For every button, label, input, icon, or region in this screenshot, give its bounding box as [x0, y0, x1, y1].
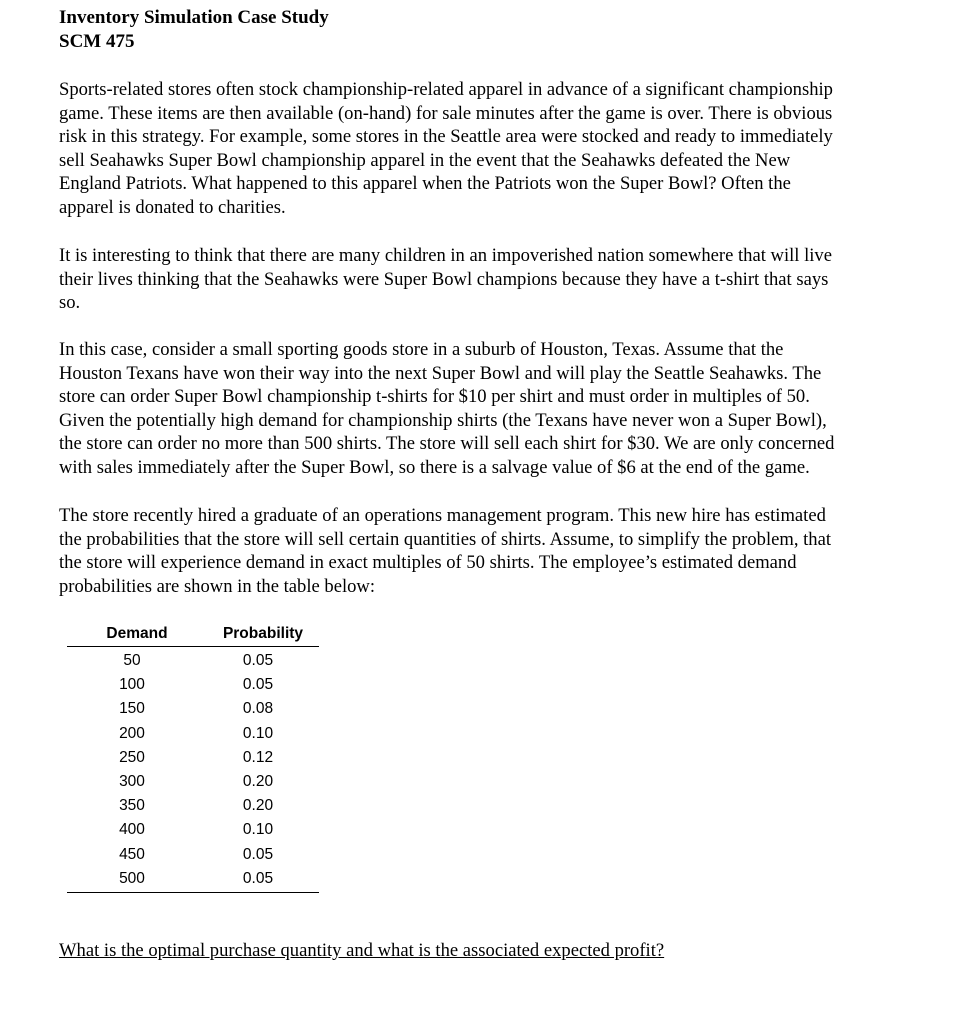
table-row [67, 746, 319, 770]
probability-cell: 0.20 [242, 773, 274, 791]
table-row [67, 843, 319, 867]
text-line: In this case, consider a small sporting goods store in a suburb of Houston, Texas. Assume that the [59, 339, 784, 360]
table-row [67, 649, 319, 673]
table-body [67, 647, 319, 893]
text-line: the probabilities that the store will sell certain quantities of shirts. Assume, to simplify the problem, that [59, 528, 832, 550]
text-line: It is interesting to think that there are many children in an impoverished nation somewhere that will live [59, 245, 832, 266]
header-probability: Probability [222, 625, 304, 642]
demand-cell: 350 [119, 797, 145, 815]
text-line: game. These items are then available (on-hand) for sale minutes after the game is over. There is obvious [59, 102, 833, 124]
text-line: probabilities are shown in the table below: [59, 575, 376, 597]
table-row [67, 794, 319, 818]
demand-cell: 150 [119, 700, 145, 718]
text-line: Sports-related stores often stock championship-related apparel in advance of a significant championship [59, 79, 833, 100]
demand-probability-table [67, 622, 319, 893]
paragraph-children [59, 244, 939, 315]
document-title: Inventory Simulation Case Study [59, 7, 329, 28]
table-row [67, 867, 319, 891]
course-code: SCM 475 [59, 31, 135, 52]
document-header [59, 6, 329, 54]
probability-cell: 0.10 [242, 724, 274, 742]
text-line: England Patriots. What happened to this apparel when the Patriots won the Super Bowl? Often the [59, 173, 791, 195]
probability-cell: 0.10 [242, 821, 274, 839]
header-demand: Demand [106, 625, 168, 642]
text-line: sell Seahawks Super Bowl championship apparel in the event that the Seahawks defeated the New [59, 149, 791, 171]
demand-cell: 300 [119, 773, 145, 791]
probability-cell: 0.08 [242, 700, 274, 718]
text-line: their lives thinking that the Seahawks were Super Bowl champions because they have a t-shirt that says [59, 268, 829, 290]
probability-cell: 0.05 [242, 869, 274, 887]
demand-cell: 250 [119, 748, 145, 766]
text-line: with sales immediately after the Super Bowl, so there is a salvage value of $6 at the end of the game. [59, 456, 810, 478]
table-row [67, 770, 319, 794]
table-row [67, 697, 319, 721]
text-line: The store recently hired a graduate of an operations management program. This new hire has estimated [59, 505, 826, 526]
text-line: the store will experience demand in exact multiples of 50 shirts. The employee’s estimated demand [59, 552, 797, 574]
text-line: Houston Texans have won their way into the next Super Bowl and will play the Seattle Seahawks. The [59, 362, 822, 384]
demand-cell: 50 [123, 652, 141, 670]
probability-cell: 0.20 [242, 797, 274, 815]
demand-cell: 100 [119, 676, 145, 694]
probability-cell: 0.05 [242, 652, 274, 670]
text-line: Given the potentially high demand for championship shirts (the Texans have never won a Super Bowl), [59, 409, 827, 431]
table-header [67, 622, 319, 647]
demand-cell: 400 [119, 821, 145, 839]
probability-cell: 0.12 [242, 748, 274, 766]
text-line: risk in this strategy. For example, some stores in the Seattle area were stocked and ready to immediately [59, 126, 833, 148]
table-row [67, 673, 319, 697]
text-line: the store can order no more than 500 shirts. The store will sell each shirt for $30. We are only concerned [59, 433, 835, 455]
demand-cell: 200 [119, 724, 145, 742]
probability-cell: 0.05 [242, 845, 274, 863]
table-row [67, 818, 319, 842]
paragraph-hire [59, 504, 939, 598]
paragraph-case [59, 338, 939, 480]
text-line: apparel is donated to charities. [59, 196, 286, 218]
text-line: so. [59, 292, 81, 314]
question-text: What is the optimal purchase quantity and what is the associated expected profit? [59, 940, 665, 961]
probability-cell: 0.05 [242, 676, 274, 694]
text-line: store can order Super Bowl championship t-shirts for $10 per shirt and must order in multiples of 50. [59, 386, 810, 408]
demand-cell: 500 [119, 869, 145, 887]
demand-cell: 450 [119, 845, 145, 863]
table-row [67, 722, 319, 746]
paragraph-intro [59, 78, 939, 220]
